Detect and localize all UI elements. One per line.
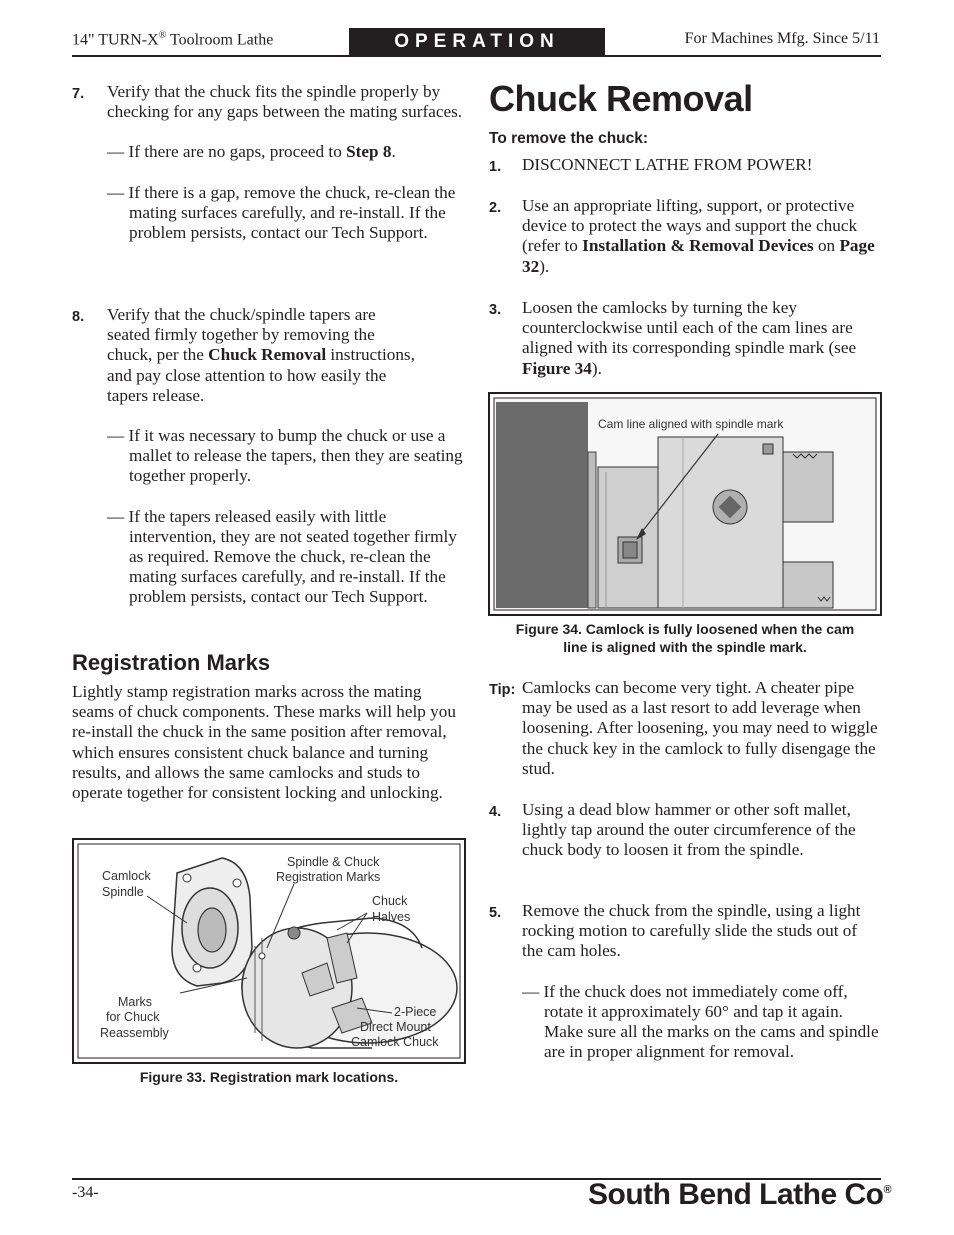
registration-marks-text: Lightly stamp registration marks across the mating seams of chuck components. These marks will help you re-install the chuck in the same position after removal, which ensures consistent chuck balance and turning results, and allows the same camlocks and studs to operate together for consistent locking and unlocking. [72, 682, 456, 803]
step-number: 7. [72, 86, 85, 102]
label-registration-marks: Registration Marks [276, 870, 381, 884]
header-machines-date: For Machines Mfg. Since 5/11 [684, 30, 880, 47]
figure-33-caption: Figure 33. Registration mark locations. [139, 1069, 399, 1085]
step-7-sub-2: — If there is a gap, remove the chuck, re-clean the mating surfaces carefully, and re-install. If the problem persists, contact our Tech Support. [107, 182, 456, 243]
registration-marks-heading: Registration Marks [72, 650, 271, 675]
label-marks: Marks [118, 995, 153, 1009]
figure-34-caption-line-2: line is aligned with the spindle mark. [563, 639, 807, 655]
step-7 [72, 82, 466, 243]
label-halves: Halves [372, 910, 411, 924]
label-camlock: Camlock [102, 869, 151, 883]
label-spindle-chuck: Spindle & Chuck [287, 855, 380, 869]
step-number: 2. [489, 200, 502, 216]
section-banner: OPERATION [349, 28, 605, 55]
label-cam-line: Cam line aligned with spindle mark [598, 417, 784, 431]
label-chuck: Chuck [372, 894, 408, 908]
subhead: To remove the chuck: [489, 130, 649, 147]
page-number: -34- [72, 1184, 99, 1201]
step-1 [489, 155, 881, 175]
step-number: 4. [489, 804, 502, 820]
step-8-text: Verify that the chuck/spindle tapers are seated firmly together by removing the chuck, per the Chuck Removal instructions, and pay close attention to how easily the tapers release. [107, 305, 415, 405]
label-reassembly: Reassembly [100, 1026, 169, 1040]
header-manual-title: 14" TURN-X® Toolroom Lathe [72, 30, 274, 49]
tip-text: Camlocks can become very tight. A cheater pipe may be used as a last resort to add leverage when loosening. After loosening, you may need to wiggle the chuck key in the camlock to fully disengage the stud. [522, 678, 878, 778]
step-4-text: Using a dead blow hammer or other soft mallet, lightly tap around the outer circumference of the chuck body to loosen it from the spindle. [522, 800, 856, 860]
step-number: 8. [72, 309, 85, 325]
label-for-chuck: for Chuck [106, 1010, 160, 1024]
step-5-text: Remove the chuck from the spindle, using a light rocking motion to carefully slide the studs out of the cam holes. [522, 901, 861, 961]
label-spindle: Spindle [102, 885, 144, 899]
figure-34-caption [489, 620, 881, 656]
step-number: 5. [489, 905, 502, 921]
step-4 [489, 800, 881, 861]
brand-logo: South Bend Lathe Co® [588, 1178, 892, 1211]
step-3-text: Loosen the camlocks by turning the key counterclockwise until each of the cam lines are aligned with its corresponding spindle mark (see Figure 34). [522, 298, 857, 378]
step-7-sub-1: — If there are no gaps, proceed to Step 8. [107, 142, 396, 162]
step-3 [489, 298, 881, 379]
tip [489, 678, 881, 779]
label-direct-mount: Direct Mount [360, 1020, 431, 1034]
step-2-text: Use an appropriate lifting, support, or protective device to protect the ways and support the chuck (refer to Installation & Removal Devices on Page 32). [522, 196, 875, 276]
figure-33-illustration [72, 838, 466, 1064]
step-number: 3. [489, 302, 502, 318]
page-title: Chuck Removal [489, 78, 753, 119]
step-8-sub-2: — If the tapers released easily with little intervention, they are not seated together firmly as required. Remove the chuck, re-clean the mating surfaces carefully, and re-install. If the problem persists, contact our Tech Support. [107, 506, 457, 607]
step-2 [489, 196, 881, 277]
figure-34-caption-line-1: Figure 34. Camlock is fully loosened when the cam [515, 621, 855, 637]
step-8 [72, 305, 466, 608]
step-5 [489, 901, 881, 1062]
step-number: 1. [489, 159, 502, 175]
step-5-sub: — If the chuck does not immediately come off, rotate it approximately 60° and tap it again. Make sure all the marks on the cams and spindle are in proper alignment for removal. [522, 981, 879, 1062]
figure-34-photo [488, 392, 882, 616]
step-1-text: DISCONNECT LATHE FROM POWER! [522, 155, 813, 174]
label-camlock-chuck: Camlock Chuck [351, 1035, 439, 1049]
tip-label: Tip: [489, 682, 516, 698]
step-7-text: Verify that the chuck fits the spindle properly by checking for any gaps between the mating surfaces. [107, 82, 463, 122]
step-8-sub-1: — If it was necessary to bump the chuck or use a mallet to release the tapers, then they are seating together properly. [107, 426, 463, 486]
header-rule [72, 55, 881, 57]
label-2-piece: 2-Piece [394, 1005, 437, 1019]
